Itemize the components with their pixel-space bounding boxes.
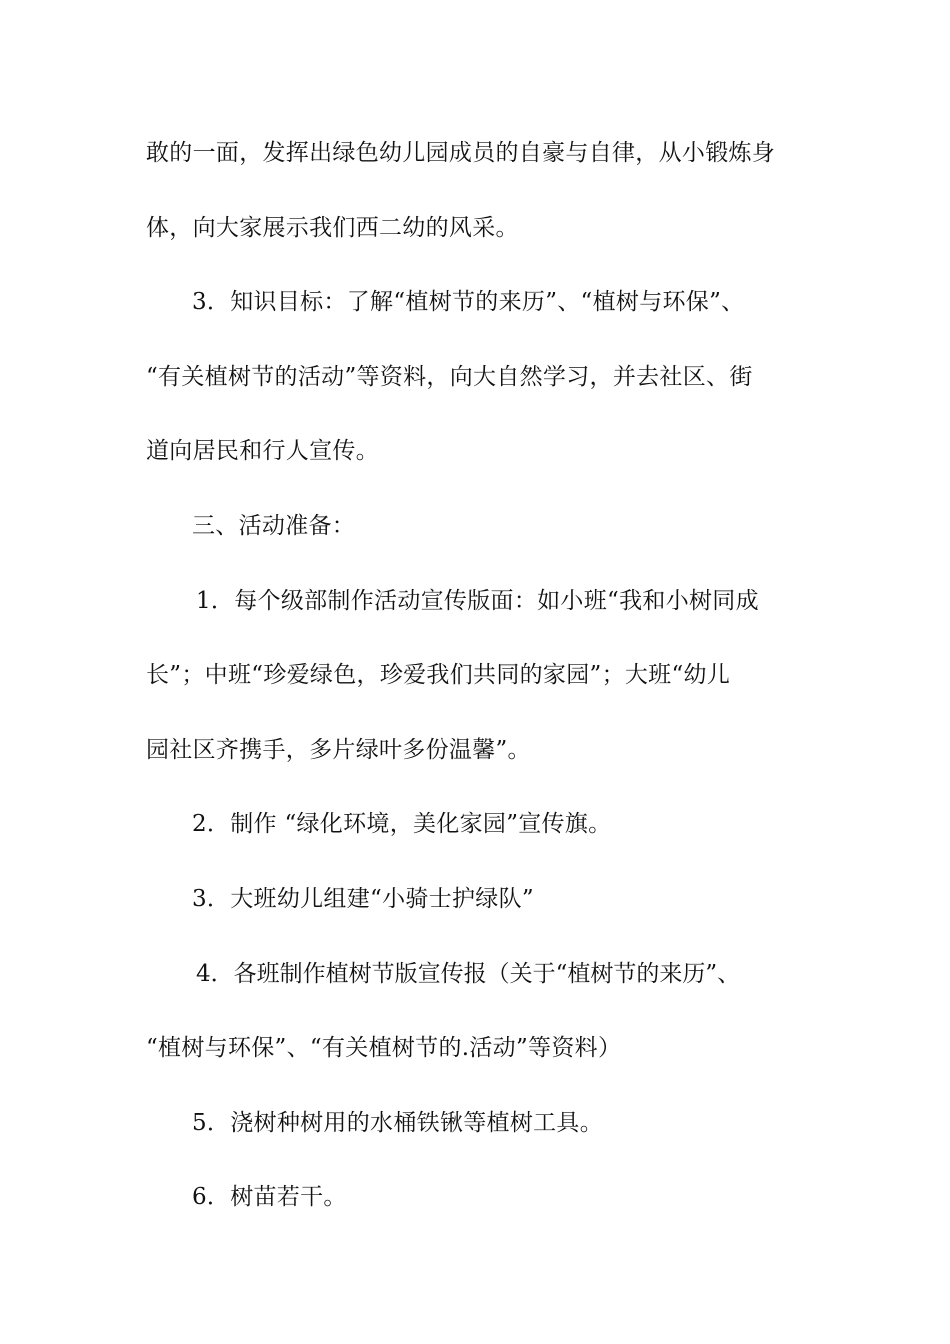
text-line: 2．制作 “绿化环境，美化家园”宣传旗。 bbox=[192, 811, 612, 838]
text-line: 体，向大家展示我们西二幼的风采。 bbox=[146, 214, 519, 241]
text-line: “有关植树节的活动”等资料，向大自然学习，并去社区、街 bbox=[146, 363, 753, 390]
text-line: 3．知识目标：了解“植树节的来历”、“植树与环保”、 bbox=[192, 289, 745, 316]
document-body bbox=[146, 133, 806, 1252]
text-line: 长”；中班“珍爱绿色，珍爱我们共同的家园”；大班“幼儿 bbox=[146, 662, 731, 689]
text-line: 3．大班幼儿组建“小骑士护绿队” bbox=[192, 885, 534, 912]
text-line: 6．树苗若干。 bbox=[192, 1184, 347, 1211]
text-line: 敢的一面，发挥出绿色幼儿园成员的自豪与自律，从小锻炼身 bbox=[146, 140, 776, 166]
section-heading: 三、活动准备： bbox=[192, 512, 356, 539]
text-line: 4．各班制作植树节版宣传报（关于“植树节的来历”、 bbox=[196, 960, 741, 987]
text-line: 园社区齐携手，多片绿叶多份温馨”。 bbox=[146, 736, 531, 763]
text-line: 1．每个级部制作活动宣传版面：如小班“我和小树同成 bbox=[196, 587, 759, 614]
text-line: 5．浇树种树用的水桶铁锹等植树工具。 bbox=[192, 1109, 604, 1136]
text-line: “植树与环保”、“有关植树节的.活动”等资料） bbox=[146, 1035, 622, 1062]
text-line: 道向居民和行人宣传。 bbox=[146, 438, 379, 465]
